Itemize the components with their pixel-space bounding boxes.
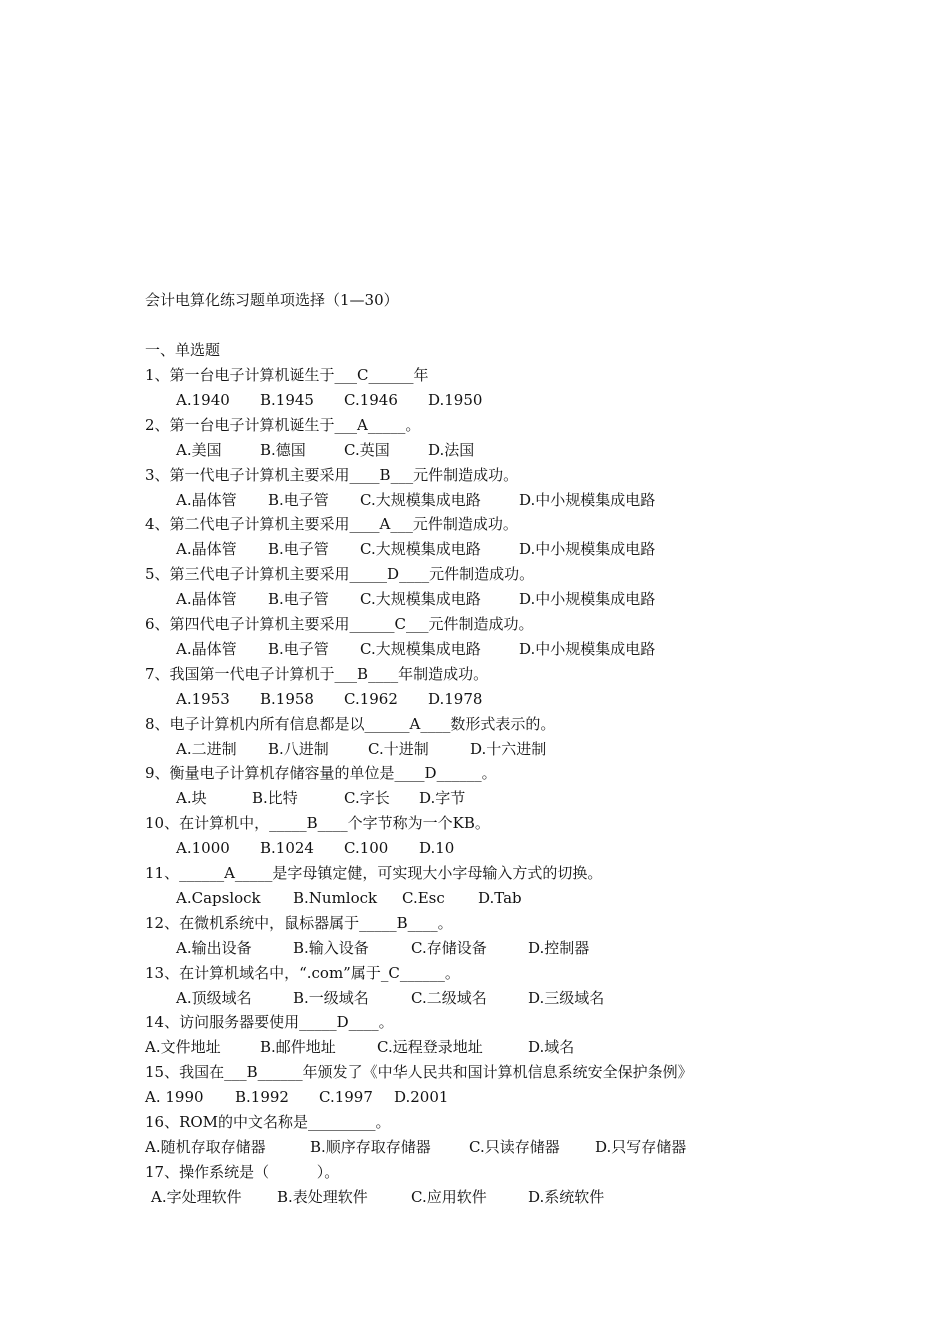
question-option: A.晶体管 <box>176 491 237 509</box>
question-stem: 16、ROM的中文名称是_________。 <box>145 1113 391 1131</box>
question-stem: 11、______A_____是字母镇定健，可实现大小字母输入方式的切换。 <box>145 864 603 882</box>
question-stem: 15、我国在___B______年颁发了《中华人民共和国计算机信息系统安全保护条例》 <box>145 1063 693 1081</box>
question-option: A.1940 <box>176 391 230 409</box>
question-option: A.文件地址 <box>145 1038 221 1056</box>
question-option: A.字处理软件 <box>151 1188 242 1206</box>
question-option: A.块 <box>176 789 207 807</box>
question-option: A.顶级域名 <box>176 989 252 1007</box>
question-option: C.Esc <box>402 889 445 907</box>
question-option: D.十六进制 <box>470 740 547 758</box>
question-stem: 14、访问服务器要使用_____D____。 <box>145 1013 394 1031</box>
question-option: C.只读存储器 <box>469 1138 560 1156</box>
question-option: D.中小规模集成电路 <box>519 640 656 658</box>
question-stem: 1、第一台电子计算机诞生于___C______年 <box>145 366 429 384</box>
question-option: B.1024 <box>260 839 314 857</box>
question-stem: 10、在计算机中，_____B____个字节称为一个KB。 <box>145 814 490 832</box>
question-option: D.只写存储器 <box>595 1138 687 1156</box>
question-stem: 17、操作系统是（ ）。 <box>145 1163 340 1181</box>
question-stem: 7、我国第一代电子计算机于___B____年制造成功。 <box>145 665 489 683</box>
question-option: C.二级域名 <box>411 989 487 1007</box>
question-stem: 9、衡量电子计算机存储容量的单位是____D______。 <box>145 764 497 782</box>
question-option: B.比特 <box>252 789 298 807</box>
question-option: A.晶体管 <box>176 540 237 558</box>
question-option: B.德国 <box>260 441 306 459</box>
question-option: D.中小规模集成电路 <box>519 540 656 558</box>
question-option: A.美国 <box>176 441 222 459</box>
question-option: C.十进制 <box>368 740 429 758</box>
question-option: A.晶体管 <box>176 640 237 658</box>
question-option: B.电子管 <box>268 590 329 608</box>
question-option: D.2001 <box>394 1088 449 1106</box>
question-option: D.Tab <box>478 889 522 907</box>
question-option: B.电子管 <box>268 491 329 509</box>
question-option: B.输入设备 <box>293 939 369 957</box>
question-option: A.1000 <box>176 839 230 857</box>
question-option: C.英国 <box>344 441 390 459</box>
question-option: D.系统软件 <box>528 1188 605 1206</box>
question-option: B.电子管 <box>268 540 329 558</box>
question-option: D.字节 <box>419 789 466 807</box>
question-option: C.大规模集成电路 <box>360 640 481 658</box>
section-heading: 一、单选题 <box>145 341 221 359</box>
question-stem: 12、在微机系统中，鼠标器属于_____B____。 <box>145 914 453 932</box>
question-option: A.随机存取存储器 <box>145 1138 266 1156</box>
question-stem: 13、在计算机域名中，“.com”属于_C______。 <box>145 964 460 982</box>
question-option: B.顺序存取存储器 <box>310 1138 431 1156</box>
question-option: A.二进制 <box>176 740 237 758</box>
question-stem: 3、第一代电子计算机主要采用____B___元件制造成功。 <box>145 466 519 484</box>
question-option: B.表处理软件 <box>277 1188 368 1206</box>
question-option: C.1962 <box>344 690 398 708</box>
question-option: D.三级域名 <box>528 989 605 1007</box>
question-option: C.1946 <box>344 391 398 409</box>
question-stem: 4、第二代电子计算机主要采用____A___元件制造成功。 <box>145 515 518 533</box>
question-option: A.输出设备 <box>176 939 252 957</box>
document-title: 会计电算化练习题单项选择（1—30） <box>145 291 399 309</box>
question-option: B.1992 <box>235 1088 289 1106</box>
question-option: D.控制器 <box>528 939 590 957</box>
question-option: B.1945 <box>260 391 314 409</box>
question-option: C.1997 <box>319 1088 373 1106</box>
question-option: C.字长 <box>344 789 390 807</box>
question-option: B.邮件地址 <box>260 1038 336 1056</box>
question-stem: 5、第三代电子计算机主要采用_____D____元件制造成功。 <box>145 565 535 583</box>
question-option: D.法国 <box>428 441 475 459</box>
question-option: C.应用软件 <box>411 1188 487 1206</box>
question-option: C.100 <box>344 839 389 857</box>
question-option: D.域名 <box>528 1038 575 1056</box>
question-option: A.晶体管 <box>176 590 237 608</box>
question-stem: 6、第四代电子计算机主要采用______C___元件制造成功。 <box>145 615 534 633</box>
question-option: C.远程登录地址 <box>377 1038 483 1056</box>
question-option: B.一级域名 <box>293 989 369 1007</box>
question-option: D.10 <box>419 839 455 857</box>
question-option: D.1978 <box>428 690 483 708</box>
question-option: B.1958 <box>260 690 314 708</box>
question-option: A.1953 <box>176 690 230 708</box>
question-option: B.电子管 <box>268 640 329 658</box>
question-option: C.大规模集成电路 <box>360 491 481 509</box>
question-option: A. 1990 <box>145 1088 204 1106</box>
question-option: D.中小规模集成电路 <box>519 491 656 509</box>
question-option: C.存储设备 <box>411 939 487 957</box>
question-option: B.Numlock <box>293 889 378 907</box>
question-option: A.Capslock <box>176 889 261 907</box>
question-option: C.大规模集成电路 <box>360 540 481 558</box>
question-stem: 8、电子计算机内所有信息都是以______A____数形式表示的。 <box>145 715 556 733</box>
question-option: D.中小规模集成电路 <box>519 590 656 608</box>
question-option: D.1950 <box>428 391 483 409</box>
question-option: C.大规模集成电路 <box>360 590 481 608</box>
question-stem: 2、第一台电子计算机诞生于___A_____。 <box>145 416 421 434</box>
question-option: B.八进制 <box>268 740 329 758</box>
